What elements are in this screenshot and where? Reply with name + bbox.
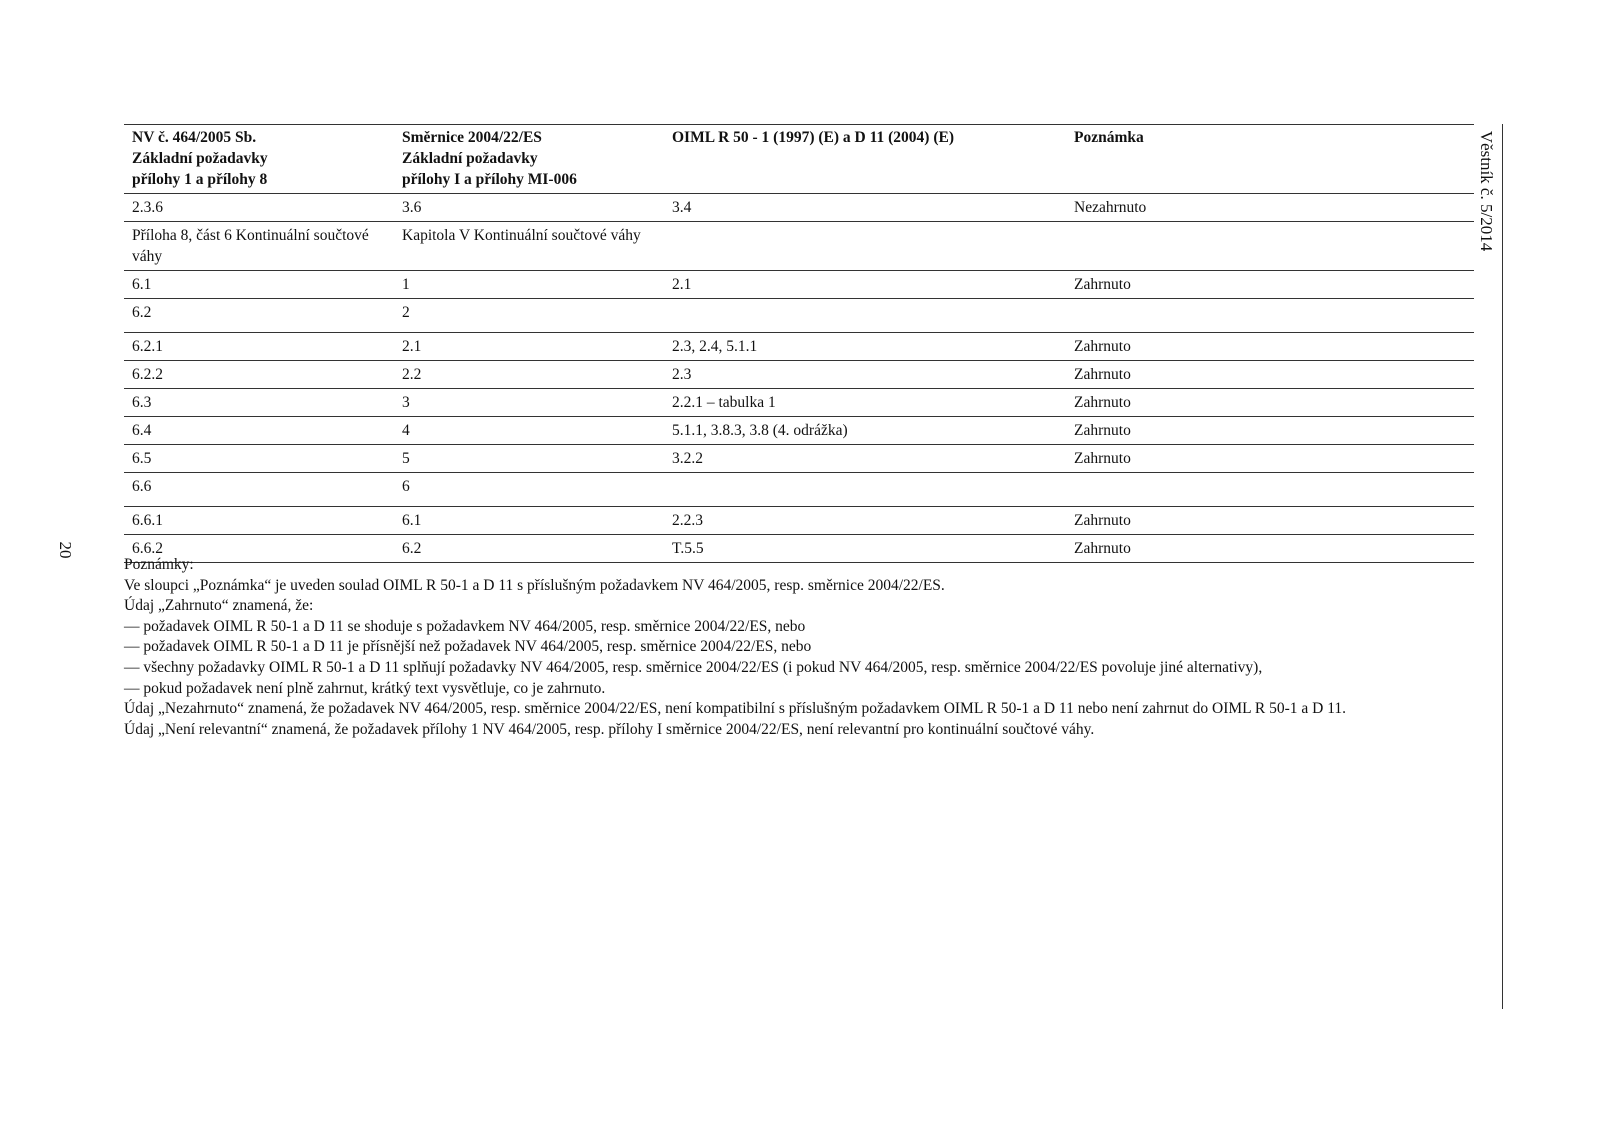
header-line: přílohy I a přílohy MI-006	[402, 171, 577, 188]
cell-nv: 6.6	[124, 473, 394, 507]
cell-note	[1066, 473, 1474, 507]
header-line: Poznámka	[1074, 129, 1144, 146]
page-number: 20	[56, 541, 75, 559]
header-line: NV č. 464/2005 Sb.	[132, 129, 257, 146]
cell-directive: 2.1	[394, 333, 664, 361]
cell-nv: 6.1	[124, 271, 394, 299]
cell-nv: 6.3	[124, 389, 394, 417]
header-line: OIML R 50 - 1 (1997) (E) a D 11 (2004) (E)	[672, 129, 954, 146]
notes-section	[124, 555, 1484, 740]
table-body	[124, 194, 1474, 563]
table-row	[124, 361, 1474, 389]
cell-oiml	[664, 299, 1066, 333]
cell-nv: Příloha 8, část 6 Kontinuální součtové váhy	[124, 222, 394, 271]
table-row	[124, 445, 1474, 473]
note-line: Údaj „Zahrnuto“ znamená, že:	[124, 597, 314, 615]
cell-directive: 3	[394, 389, 664, 417]
table-row	[124, 417, 1474, 445]
header-note	[1066, 125, 1474, 194]
cell-directive: 3.6	[394, 194, 664, 222]
cell-oiml	[664, 473, 1066, 507]
note-line: — všechny požadavky OIML R 50-1 a D 11 splňují požadavky NV 464/2005, resp. směrnice 2004/22/ES (i pokud NV 464/2005, resp. směrnice 2004/22/ES povoluje jiné alternativy),	[124, 658, 1263, 676]
cell-oiml: 2.3, 2.4, 5.1.1	[664, 333, 1066, 361]
table-row	[124, 222, 1474, 271]
cell-oiml: 5.1.1, 3.8.3, 3.8 (4. odrážka)	[664, 417, 1066, 445]
cell-directive: 2.2	[394, 361, 664, 389]
cell-note: Zahrnuto	[1066, 507, 1474, 535]
note-line: — požadavek OIML R 50-1 a D 11 se shoduje s požadavkem NV 464/2005, resp. směrnice 2004/22/ES, nebo	[124, 617, 806, 635]
cell-nv: 6.2.2	[124, 361, 394, 389]
cell-oiml: 2.2.3	[664, 507, 1066, 535]
cell-nv: 6.4	[124, 417, 394, 445]
cell-directive: 2	[394, 299, 664, 333]
header-row	[124, 125, 1474, 194]
cell-oiml: 2.3	[664, 361, 1066, 389]
cell-oiml: 2.2.1 – tabulka 1	[664, 389, 1066, 417]
cell-directive: 6	[394, 473, 664, 507]
note-line: Ve sloupci „Poznámka“ je uveden soulad OIML R 50-1 a D 11 s příslušným požadavkem NV 464/2005, resp. směrnice 2004/22/ES.	[124, 576, 945, 594]
cell-note: Zahrnuto	[1066, 445, 1474, 473]
margin-rule	[1502, 124, 1503, 1009]
cell-note: Zahrnuto	[1066, 535, 1474, 563]
cell-note: Zahrnuto	[1066, 333, 1474, 361]
cell-nv: 6.5	[124, 445, 394, 473]
table-row	[124, 194, 1474, 222]
note-line: — pokud požadavek není plně zahrnut, krátký text vysvětluje, co je zahrnuto.	[124, 679, 606, 697]
cell-directive: 6.2	[394, 535, 664, 563]
table-row	[124, 507, 1474, 535]
correlation-table	[124, 124, 1474, 563]
cell-oiml: 2.1	[664, 271, 1066, 299]
header-line: přílohy 1 a přílohy 8	[132, 171, 268, 188]
table-row	[124, 473, 1474, 507]
cell-nv: 6.6.1	[124, 507, 394, 535]
cell-note: Zahrnuto	[1066, 361, 1474, 389]
header-line: Základní požadavky	[132, 150, 268, 167]
header-nv	[124, 125, 394, 194]
cell-note: Zahrnuto	[1066, 389, 1474, 417]
table-row	[124, 389, 1474, 417]
cell-note: Nezahrnuto	[1066, 194, 1474, 222]
table-row	[124, 271, 1474, 299]
note-line: Údaj „Není relevantní“ znamená, že požadavek přílohy 1 NV 464/2005, resp. přílohy I směrnice 2004/22/ES, není relevantní pro kontinuální součtové váhy.	[124, 720, 1095, 738]
cell-directive: 1	[394, 271, 664, 299]
note-line: Údaj „Nezahrnuto“ znamená, že požadavek NV 464/2005, resp. směrnice 2004/22/ES, není kompatibilní s příslušným požadavkem OIML R 50-1 a D 11 nebo není zahrnut do OIML R 50-1 a D 11.	[124, 700, 1347, 718]
header-line: Směrnice 2004/22/ES	[402, 129, 542, 146]
cell-nv: 2.3.6	[124, 194, 394, 222]
cell-note	[1066, 299, 1474, 333]
cell-directive: Kapitola V Kontinuální součtové váhy	[394, 222, 664, 271]
journal-title: Věstník č. 5/2014	[1477, 130, 1496, 252]
cell-oiml: 3.4	[664, 194, 1066, 222]
cell-nv: 6.2	[124, 299, 394, 333]
cell-note	[1066, 222, 1474, 271]
header-line: Základní požadavky	[402, 150, 538, 167]
notes-heading: Poznámky:	[124, 556, 194, 573]
header-directive	[394, 125, 664, 194]
table-row	[124, 299, 1474, 333]
cell-oiml: T.5.5	[664, 535, 1066, 563]
cell-nv: 6.6.2	[124, 535, 394, 563]
note-line: — požadavek OIML R 50-1 a D 11 je přísnější než požadavek NV 464/2005, resp. směrnice 2004/22/ES, nebo	[124, 638, 812, 656]
cell-oiml: 3.2.2	[664, 445, 1066, 473]
cell-note: Zahrnuto	[1066, 417, 1474, 445]
table-header	[124, 125, 1474, 194]
cell-directive: 6.1	[394, 507, 664, 535]
header-oiml	[664, 125, 1066, 194]
table-row	[124, 333, 1474, 361]
cell-nv: 6.2.1	[124, 333, 394, 361]
cell-directive: 4	[394, 417, 664, 445]
cell-directive: 5	[394, 445, 664, 473]
cell-oiml	[664, 222, 1066, 271]
cell-note: Zahrnuto	[1066, 271, 1474, 299]
